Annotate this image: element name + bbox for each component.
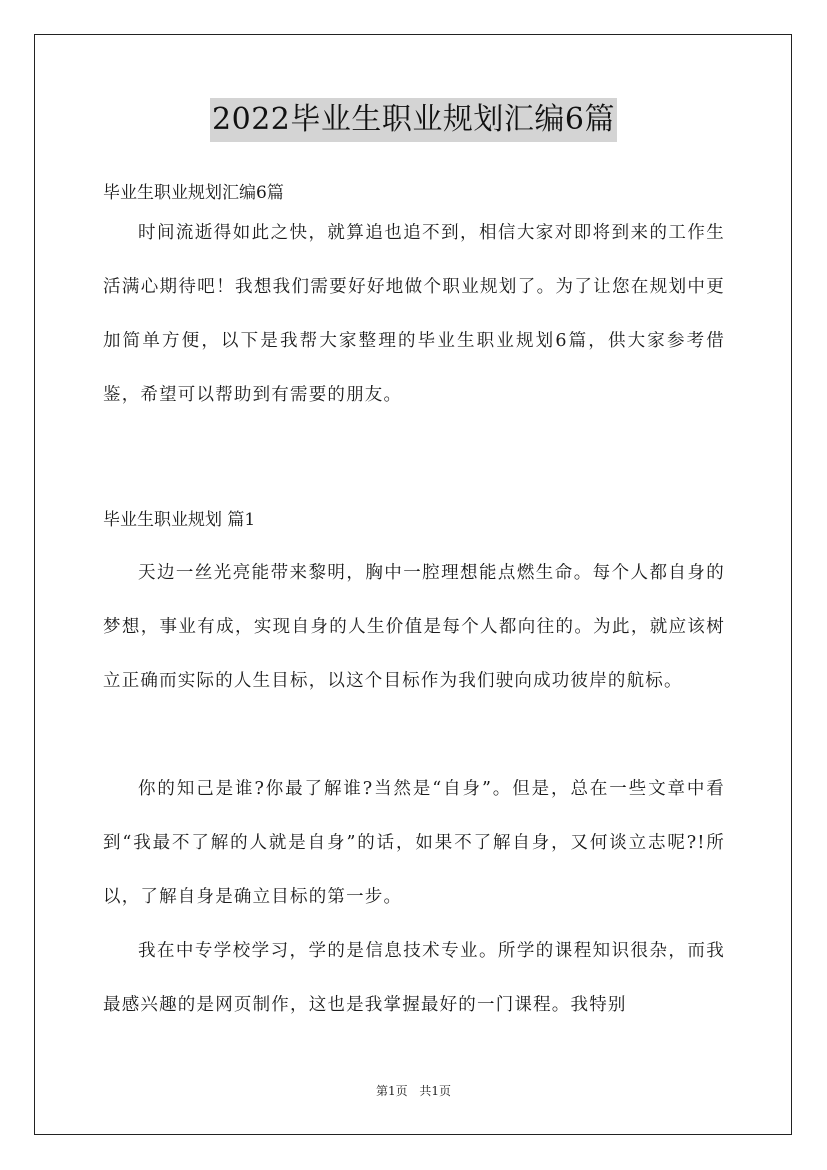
- section-heading: 毕业生职业规划 篇1: [103, 510, 256, 530]
- section-paragraph-2: 你的知己是谁?你最了解谁?当然是“自身”。但是，总在一些文章中看到“我最不了解的人就是自身”的话，如果不了解自身，又何谈立志呢?!所以，了解自身是确立目标的第一步。: [103, 779, 725, 907]
- page-total: 共1页: [419, 1084, 452, 1098]
- intro-paragraph: 时间流逝得如此之快，就算追也追不到，相信大家对即将到来的工作生活满心期待吧！我想我们需要好好地做个职业规划了。为了让您在规划中更加简单方便，以下是我帮大家整理的毕业生职业规划6篇，供大家参考借鉴，希望可以帮助到有需要的朋友。: [103, 223, 725, 405]
- document-title: 2022毕业生职业规划汇编6篇: [210, 98, 617, 142]
- section-paragraph-3: 我在中专学校学习，学的是信息技术专业。所学的课程知识很杂，而我最感兴趣的是网页制作，这也是我掌握最好的一门课程。我特别: [103, 941, 725, 1015]
- page-footer: [0, 1082, 827, 1099]
- page-number: 第1页: [375, 1084, 408, 1098]
- document-subtitle: 毕业生职业规划汇编6篇: [103, 183, 284, 203]
- title-container: [0, 98, 827, 142]
- section-paragraph-1: 天边一丝光亮能带来黎明，胸中一腔理想能点燃生命。每个人都自身的梦想，事业有成，实现自身的人生价值是每个人都向往的。为此，就应该树立正确而实际的人生目标，以这个目标作为我们驶向成功彼岸的航标。: [103, 563, 725, 691]
